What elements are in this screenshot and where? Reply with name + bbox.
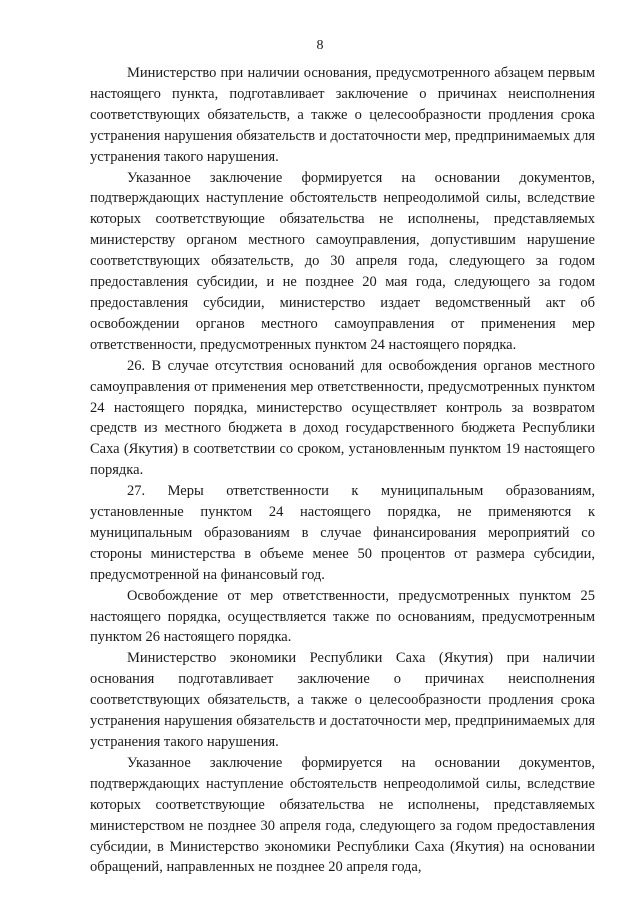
paragraph-item-26: 26. В случае отсутствия оснований для освобождения органов местного самоуправления от применения мер ответственности, предусмотренных пунктом 24 настоящего порядка, министерство осуществляет контроль за возвратом средств из местного бюджета в доход государственного бюджета Республики Саха (Якутия) в соответствии со сроком, установленным пунктом 19 настоящего порядка. [90, 357, 595, 479]
paragraph-exemption: Освобождение от мер ответственности, предусмотренных пунктом 25 настоящего порядка, осуществляется также по основаниям, предусмотренным пунктом 26 настоящего порядка. [90, 587, 595, 646]
paragraph-economy-ministry: Министерство экономики Республики Саха (Якутия) при наличии основания подготавливает заключение о причинах неисполнения соответствующих обязательств, а также о целесообразности продления срока устранения нарушения обязательств и достаточности мер, предпринимаемых для устранения такого нарушения. [90, 650, 595, 750]
page-number: 8 [316, 38, 324, 53]
paragraph-conclusion-documents: Указанное заключение формируется на основании документов, подтверждающих наступление обстоятельств непреодолимой силы, вследствие которых соответствующие обязательства не исполнены, представляемых министерством не позднее 30 апреля года, следующего за годом предоставления субсидии, в Министерство экономики Республики Саха (Якутия) на основании обращений, направленных не позднее 20 апреля года, [90, 754, 595, 876]
paragraph-ministry-conclusion: Министерство при наличии основания, предусмотренного абзацем первым настоящего пункта, подготавливает заключение о причинах неисполнения соответствующих обязательств, а также о целесообразности продления срока устранения нарушения обязательств и достаточности мер, предпринимаемых для устранения такого нарушения. [90, 65, 595, 165]
document-body [90, 63, 595, 878]
paragraph-conclusion-basis: Указанное заключение формируется на основании документов, подтверждающих наступление обстоятельств непреодолимой силы, вследствие которых соответствующие обязательства не исполнены, представляемых министерству органом местного самоуправления, допустившим нарушение соответствующих обязательств, до 30 апреля года, следующего за годом предоставления субсидии, и не позднее 20 мая года, следующего за годом предоставления субсидии, министерство издает ведомственный акт об освобождении органов местного самоуправления от применения мер ответственности, предусмотренных пунктом 24 настоящего порядка. [90, 169, 595, 353]
paragraph-item-27: 27. Меры ответственности к муниципальным образованиям, установленные пунктом 24 настоящего порядка, не применяются к муниципальным образованиям в случае финансирования мероприятий со стороны министерства в объеме менее 50 процентов от размера субсидии, предусмотренной на финансовый год. [90, 483, 595, 583]
